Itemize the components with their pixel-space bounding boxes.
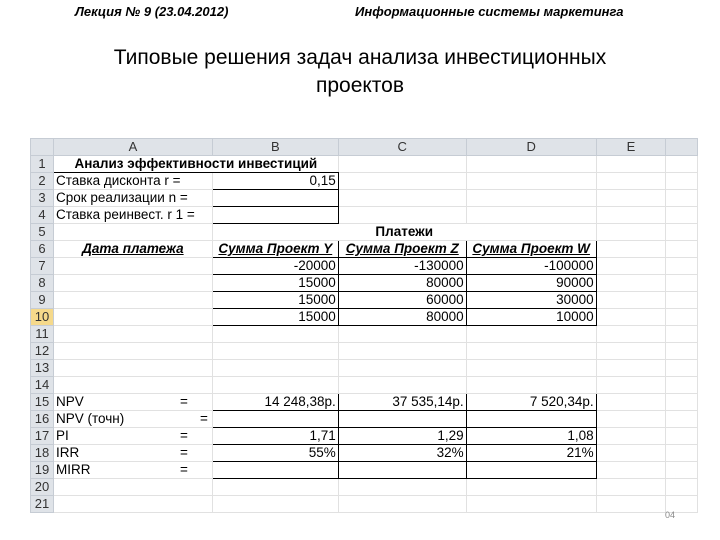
row-header-16[interactable]: 16 <box>31 411 54 428</box>
row-header-20[interactable]: 20 <box>31 479 54 496</box>
cell-d2[interactable] <box>466 173 596 190</box>
cell-a7[interactable] <box>53 258 212 275</box>
cell-f6[interactable] <box>666 241 698 258</box>
cell-b19[interactable] <box>212 462 338 479</box>
cell-f3[interactable] <box>666 190 698 207</box>
column-header-b[interactable]: B <box>212 139 338 156</box>
cell-b12[interactable] <box>212 343 338 360</box>
cell-f10[interactable] <box>666 309 698 326</box>
cell-d19[interactable] <box>466 462 596 479</box>
table-row <box>31 326 698 343</box>
row-header-11[interactable]: 11 <box>31 326 54 343</box>
column-header-e[interactable]: E <box>596 139 666 156</box>
cell-f7[interactable] <box>666 258 698 275</box>
cell-c12[interactable] <box>338 343 466 360</box>
row-header-18[interactable]: 18 <box>31 445 54 462</box>
table-row <box>31 445 698 462</box>
column-header-row <box>31 139 698 156</box>
cell-e3[interactable] <box>596 190 666 207</box>
cell-f9[interactable] <box>666 292 698 309</box>
cell-c19[interactable] <box>338 462 466 479</box>
cell-b3[interactable] <box>212 190 338 207</box>
slide-title-line-1: Типовые решения задач анализа инвестиционных <box>113 46 607 69</box>
cell-e19[interactable] <box>596 462 666 479</box>
cell-f2[interactable] <box>666 173 698 190</box>
cell-a19[interactable] <box>53 462 212 479</box>
cell-c1[interactable] <box>338 156 466 173</box>
column-header-d[interactable]: D <box>466 139 596 156</box>
cell-e20[interactable] <box>596 479 666 496</box>
table-row <box>31 173 698 190</box>
cell-a1[interactable]: Анализ эффективности инвестиций <box>53 156 338 173</box>
row-header-6[interactable]: 6 <box>31 241 54 258</box>
cell-b13[interactable] <box>212 360 338 377</box>
cell-b16[interactable] <box>212 411 338 428</box>
cell-d15[interactable]: 7 520,34р. <box>466 394 596 411</box>
cell-b9[interactable]: 15000 <box>212 292 338 309</box>
table-row <box>31 411 698 428</box>
cell-e12[interactable] <box>596 343 666 360</box>
cell-f4[interactable] <box>666 207 698 224</box>
table-row <box>31 343 698 360</box>
page-tag: 04 <box>665 510 676 520</box>
cell-f14[interactable] <box>666 377 698 394</box>
cell-f1[interactable] <box>666 156 698 173</box>
row-header-5[interactable]: 5 <box>31 224 54 241</box>
cell-c17[interactable]: 1,29 <box>338 428 466 445</box>
cell-c7[interactable]: -130000 <box>338 258 466 275</box>
cell-e18[interactable] <box>596 445 666 462</box>
cell-d3[interactable] <box>466 190 596 207</box>
cell-d13[interactable] <box>466 360 596 377</box>
row-header-1[interactable]: 1 <box>31 156 54 173</box>
cell-e2[interactable] <box>596 173 666 190</box>
cell-d18[interactable]: 21% <box>466 445 596 462</box>
cell-d17[interactable]: 1,08 <box>466 428 596 445</box>
cell-a13[interactable] <box>53 360 212 377</box>
equals-sign: = <box>199 411 208 426</box>
table-row <box>31 258 698 275</box>
cell-d16[interactable] <box>466 411 596 428</box>
cell-e10[interactable] <box>596 309 666 326</box>
cell-e14[interactable] <box>596 377 666 394</box>
cell-d21[interactable] <box>466 496 596 513</box>
cell-c2[interactable] <box>338 173 466 190</box>
row-header-7[interactable]: 7 <box>31 258 54 275</box>
cell-f13[interactable] <box>666 360 698 377</box>
cell-e7[interactable] <box>596 258 666 275</box>
cell-c11[interactable] <box>338 326 466 343</box>
cell-a18[interactable] <box>53 445 212 462</box>
cell-c16[interactable] <box>338 411 466 428</box>
cell-a14[interactable] <box>53 377 212 394</box>
cell-b8[interactable]: 15000 <box>212 275 338 292</box>
slide-title <box>0 44 720 100</box>
table-row <box>31 309 698 326</box>
cell-c4[interactable] <box>338 207 466 224</box>
spreadsheet <box>30 138 698 516</box>
table-row <box>31 428 698 445</box>
cell-b2[interactable]: 0,15 <box>212 173 338 190</box>
cell-c14[interactable] <box>338 377 466 394</box>
row-header-8[interactable]: 8 <box>31 275 54 292</box>
cell-b14[interactable] <box>212 377 338 394</box>
course-label: Информационные системы маркетинга <box>355 4 624 19</box>
table-row <box>31 207 698 224</box>
cell-b17[interactable]: 1,71 <box>212 428 338 445</box>
cell-f18[interactable] <box>666 445 698 462</box>
table-row <box>31 224 698 241</box>
cell-d10[interactable]: 10000 <box>466 309 596 326</box>
cell-f16[interactable] <box>666 411 698 428</box>
metric-label: IRR <box>55 445 80 460</box>
cell-b11[interactable] <box>212 326 338 343</box>
row-header-3[interactable]: 3 <box>31 190 54 207</box>
table-row <box>31 377 698 394</box>
cell-a12[interactable] <box>53 343 212 360</box>
cell-a9[interactable] <box>53 292 212 309</box>
row-header-17[interactable]: 17 <box>31 428 54 445</box>
cell-c10[interactable]: 80000 <box>338 309 466 326</box>
lecture-label: Лекция № 9 (23.04.2012) <box>75 4 229 19</box>
cell-b6[interactable]: Сумма Проект Y <box>212 241 338 258</box>
cell-e8[interactable] <box>596 275 666 292</box>
spreadsheet-grid <box>30 138 698 513</box>
metric-label: PI <box>55 428 69 443</box>
table-row <box>31 190 698 207</box>
cell-f19[interactable] <box>666 462 698 479</box>
cell-b18[interactable]: 55% <box>212 445 338 462</box>
cell-d20[interactable] <box>466 479 596 496</box>
row-header-9[interactable]: 9 <box>31 292 54 309</box>
cell-b21[interactable] <box>212 496 338 513</box>
cell-e6[interactable] <box>596 241 666 258</box>
table-row <box>31 394 698 411</box>
cell-a21[interactable] <box>53 496 212 513</box>
cell-e15[interactable] <box>596 394 666 411</box>
select-all-corner[interactable] <box>31 139 54 156</box>
cell-c8[interactable]: 80000 <box>338 275 466 292</box>
cell-c3[interactable] <box>338 190 466 207</box>
row-header-15[interactable]: 15 <box>31 394 54 411</box>
cell-f17[interactable] <box>666 428 698 445</box>
column-header-c[interactable]: C <box>338 139 466 156</box>
cell-a6[interactable]: Дата платежа <box>53 241 212 258</box>
cell-d1[interactable] <box>466 156 596 173</box>
row-header-10[interactable]: 10 <box>31 309 54 326</box>
cell-d4[interactable] <box>466 207 596 224</box>
cell-a3[interactable]: Срок реализации n = <box>53 190 212 207</box>
row-header-4[interactable]: 4 <box>31 207 54 224</box>
cell-f8[interactable] <box>666 275 698 292</box>
metric-label: NPV <box>55 394 84 409</box>
cell-a20[interactable] <box>53 479 212 496</box>
cell-e17[interactable] <box>596 428 666 445</box>
cell-a2[interactable]: Ставка дисконта r = <box>53 173 212 190</box>
cell-a15[interactable] <box>53 394 212 411</box>
cell-b10[interactable]: 15000 <box>212 309 338 326</box>
cell-b20[interactable] <box>212 479 338 496</box>
cell-a16[interactable] <box>53 411 212 428</box>
cell-a5[interactable] <box>53 224 212 241</box>
table-row <box>31 156 698 173</box>
equals-sign: = <box>179 445 188 460</box>
cell-b5[interactable]: Платежи <box>212 224 596 241</box>
cell-f11[interactable] <box>666 326 698 343</box>
cell-c13[interactable] <box>338 360 466 377</box>
cell-e21[interactable] <box>596 496 666 513</box>
column-header-a[interactable]: A <box>53 139 212 156</box>
cell-e4[interactable] <box>596 207 666 224</box>
row-header-12[interactable]: 12 <box>31 343 54 360</box>
cell-d12[interactable] <box>466 343 596 360</box>
cell-f20[interactable] <box>666 479 698 496</box>
table-row <box>31 241 698 258</box>
cell-a4[interactable]: Ставка реинвест. r 1 = <box>53 207 212 224</box>
row-header-21[interactable]: 21 <box>31 496 54 513</box>
table-row <box>31 496 698 513</box>
cell-c9[interactable]: 60000 <box>338 292 466 309</box>
cell-a8[interactable] <box>53 275 212 292</box>
slide-title-line-2: проектов <box>315 74 405 97</box>
cell-e13[interactable] <box>596 360 666 377</box>
cell-b4[interactable] <box>212 207 338 224</box>
cell-c15[interactable]: 37 535,14р. <box>338 394 466 411</box>
metric-label: MIRR <box>55 462 91 477</box>
equals-sign: = <box>179 462 188 477</box>
cell-e9[interactable] <box>596 292 666 309</box>
cell-c6[interactable]: Сумма Проект Z <box>338 241 466 258</box>
row-header-2[interactable]: 2 <box>31 173 54 190</box>
cell-f5[interactable] <box>666 224 698 241</box>
cell-e5[interactable] <box>596 224 666 241</box>
table-row <box>31 462 698 479</box>
cell-e11[interactable] <box>596 326 666 343</box>
row-header-19[interactable]: 19 <box>31 462 54 479</box>
table-row <box>31 275 698 292</box>
equals-sign: = <box>179 428 188 443</box>
equals-sign: = <box>179 394 188 409</box>
table-row <box>31 360 698 377</box>
cell-a11[interactable] <box>53 326 212 343</box>
column-header-f[interactable] <box>666 139 698 156</box>
cell-d7[interactable]: -100000 <box>466 258 596 275</box>
table-row <box>31 479 698 496</box>
cell-d9[interactable]: 30000 <box>466 292 596 309</box>
row-header-13[interactable]: 13 <box>31 360 54 377</box>
cell-f12[interactable] <box>666 343 698 360</box>
cell-e1[interactable] <box>596 156 666 173</box>
cell-b15[interactable]: 14 248,38р. <box>212 394 338 411</box>
table-row <box>31 292 698 309</box>
cell-d11[interactable] <box>466 326 596 343</box>
metric-label: NPV (точн) <box>55 411 125 426</box>
cell-d14[interactable] <box>466 377 596 394</box>
cell-b7[interactable]: -20000 <box>212 258 338 275</box>
cell-c18[interactable]: 32% <box>338 445 466 462</box>
cell-e16[interactable] <box>596 411 666 428</box>
cell-d6[interactable]: Сумма Проект W <box>466 241 596 258</box>
cell-d8[interactable]: 90000 <box>466 275 596 292</box>
row-header-14[interactable]: 14 <box>31 377 54 394</box>
cell-f15[interactable] <box>666 394 698 411</box>
cell-a10[interactable] <box>53 309 212 326</box>
cell-a17[interactable] <box>53 428 212 445</box>
cell-c20[interactable] <box>338 479 466 496</box>
cell-c21[interactable] <box>338 496 466 513</box>
